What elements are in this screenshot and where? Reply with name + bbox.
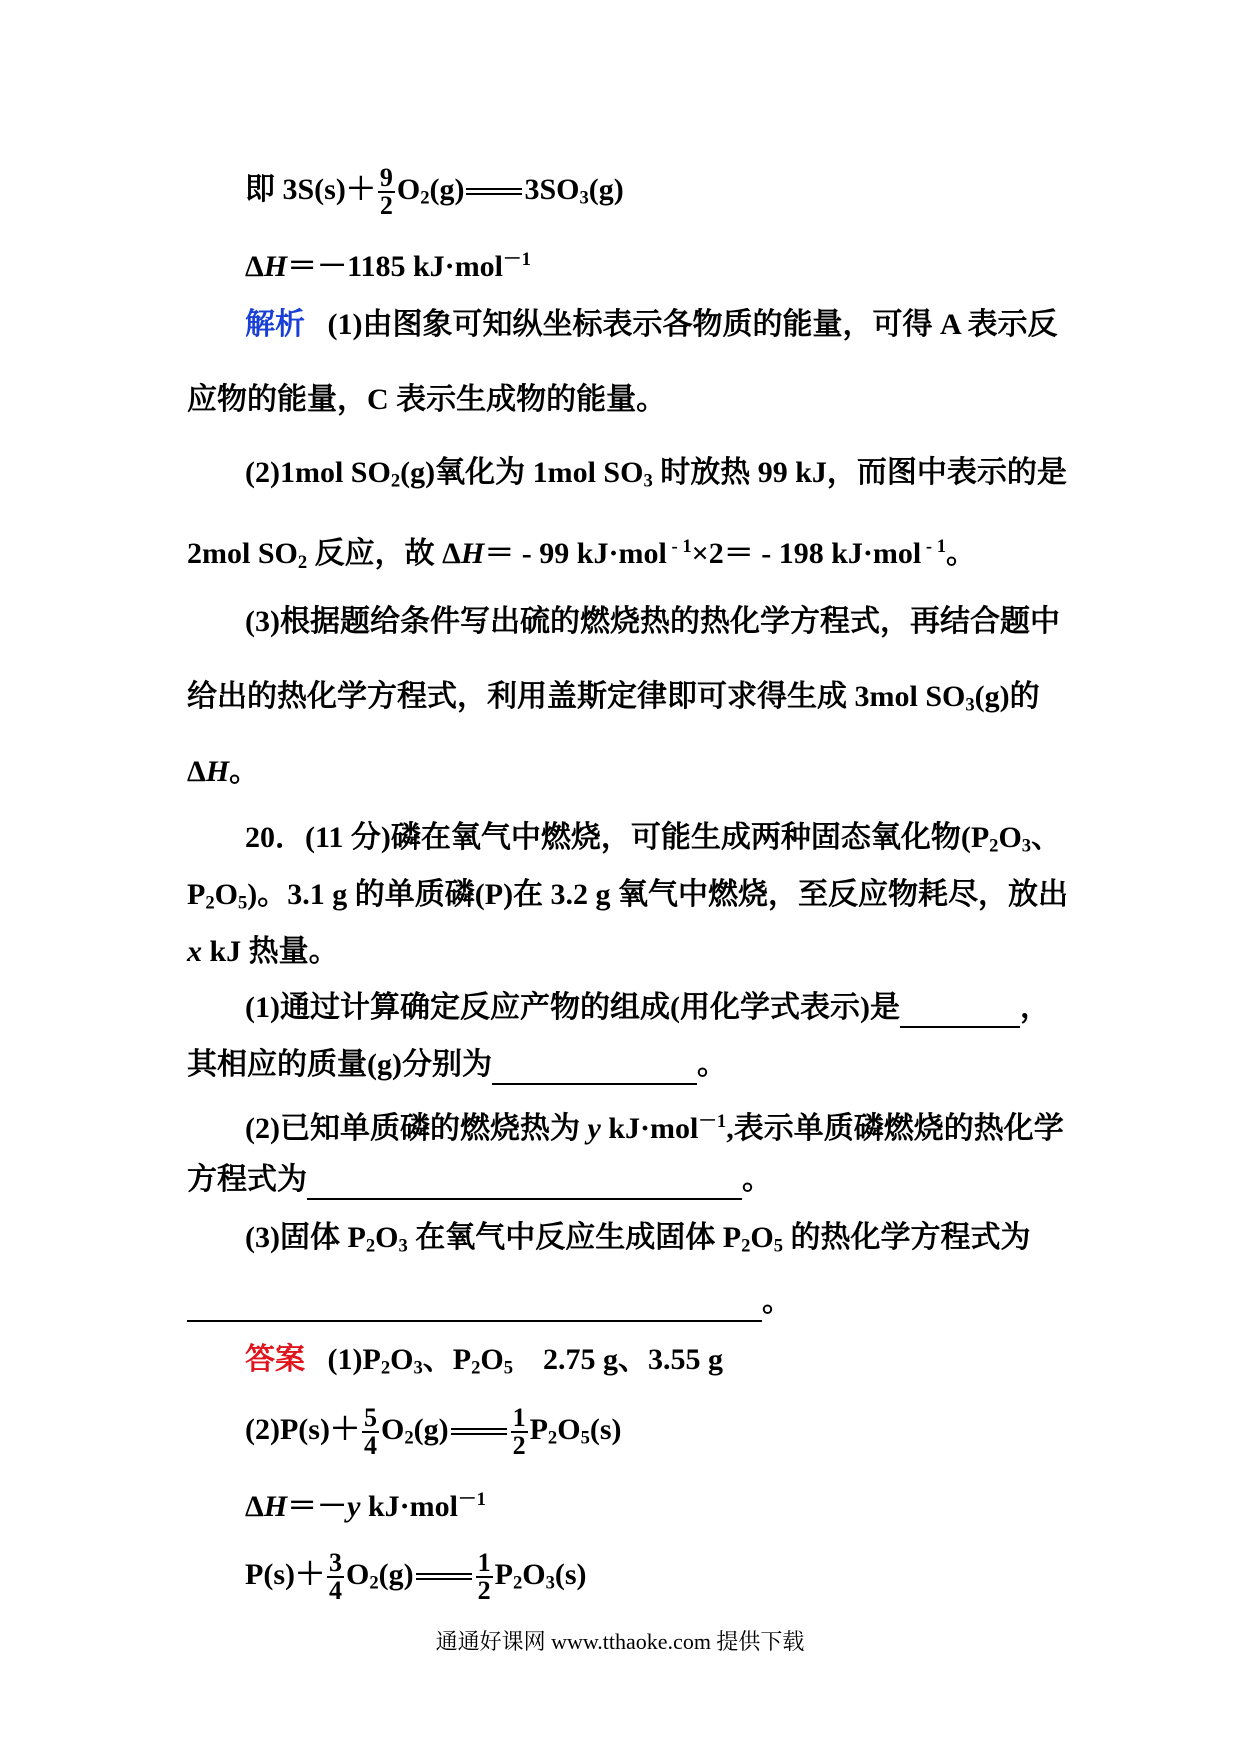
- equation-line-1: 即 3S(s)＋ $\frac{9}{2}$ $O_2(g)$ $3SO_3(g)$: [245, 163, 624, 220]
- question-1-line-2: 其相应的质量(g)分别为 。: [187, 1045, 727, 1085]
- fraction: $\frac{3}{4}$: [328, 1548, 342, 1605]
- fraction: $\frac{5}{4}$: [363, 1403, 377, 1460]
- question-3-line-1: (3)固体 $P_2O_3$ 在氧气中反应生成固体 $P_2O_5$ 的热化学方程式为: [245, 1221, 1031, 1257]
- answer-blank[interactable]: [187, 1290, 762, 1322]
- question-20-line-2: $P_2O_5$)。3.1 g 的单质磷(P)在 3.2 g 氧气中燃烧，至反应物耗尽，放出: [187, 878, 1069, 914]
- answer-blank[interactable]: [492, 1053, 697, 1085]
- answer-line-1: 答案 $(1)P_2O_3$、$P_2O_5$ 2.75 g、3.55 g: [245, 1343, 724, 1379]
- analysis-line-7: ΔH。: [187, 755, 260, 788]
- answer-delta-h: ΔH＝－y kJ·mol$^{-1}$: [245, 1489, 486, 1524]
- question-2-line-2: 方程式为 。: [187, 1160, 772, 1200]
- question-20-line-3: x kJ 热量。: [187, 935, 339, 968]
- equals-arrow: [416, 1572, 472, 1582]
- analysis-line-2: 应物的能量，C 表示生成物的能量。: [187, 383, 667, 416]
- delta-h-line-1: ΔH＝－1185 kJ·mol$^{-1}$: [245, 249, 531, 284]
- analysis-label: 解析: [245, 308, 305, 341]
- equals-arrow: [466, 187, 522, 197]
- page-footer: 通通好课网 www.tthaoke.com 提供下载: [435, 1629, 805, 1654]
- analysis-line-1: 解析 (1)由图象可知纵坐标表示各物质的能量，可得 A 表示反: [245, 308, 1058, 341]
- text: 即 3S(s)＋: [245, 172, 376, 206]
- answer-equation-3: P(s)＋ $\frac{3}{4}$ $O_2(g)$ $\frac{1}{2}$ $P_2O_3(s)$: [245, 1548, 587, 1605]
- question-2-line-1: (2)已知单质磷的燃烧热为 y kJ·mol$^{-1}$,表示单质磷燃烧的热化学: [245, 1111, 1064, 1146]
- equals-arrow: [451, 1427, 507, 1437]
- analysis-line-3: (2)1mol $SO_2(g)$氧化为 1mol $SO_3$ 时放热 99 kJ，而图中表示的是: [245, 456, 1067, 492]
- analysis-line-4: 2mol $SO_2$ 反应，故 ΔH＝ - 99 kJ·mol $^{- 1}$×2＝ - 198 kJ·mol $^{- 1}$。: [187, 536, 977, 573]
- question-1-line-1: (1)通过计算确定反应产物的组成(用化学式表示)是 ，: [245, 988, 1050, 1028]
- answer-label: 答案: [245, 1343, 305, 1376]
- question-20-line-1: 20．(11 分)磷在氧气中燃烧，可能生成两种固态氧化物($P_2O_3$、: [245, 821, 1062, 857]
- fraction: $\frac{1}{2}$: [512, 1403, 526, 1460]
- question-3-line-2: 。: [187, 1282, 792, 1322]
- answer-blank[interactable]: [900, 996, 1020, 1028]
- analysis-line-6: 给出的热化学方程式，利用盖斯定律即可求得生成 3mol $SO_3(g)$的: [187, 680, 1040, 716]
- fraction: $\frac{1}{2}$: [477, 1548, 491, 1605]
- answer-blank[interactable]: [307, 1168, 742, 1200]
- answer-equation-2: (2)P(s)＋ $\frac{5}{4}$ $O_2(g)$ $\frac{1}{2}$ $P_2O_5(s)$: [245, 1403, 622, 1460]
- fraction: $\frac{9}{2}$: [379, 163, 393, 220]
- analysis-line-5: (3)根据题给条件写出硫的燃烧热的热化学方程式，再结合题中: [245, 605, 1060, 638]
